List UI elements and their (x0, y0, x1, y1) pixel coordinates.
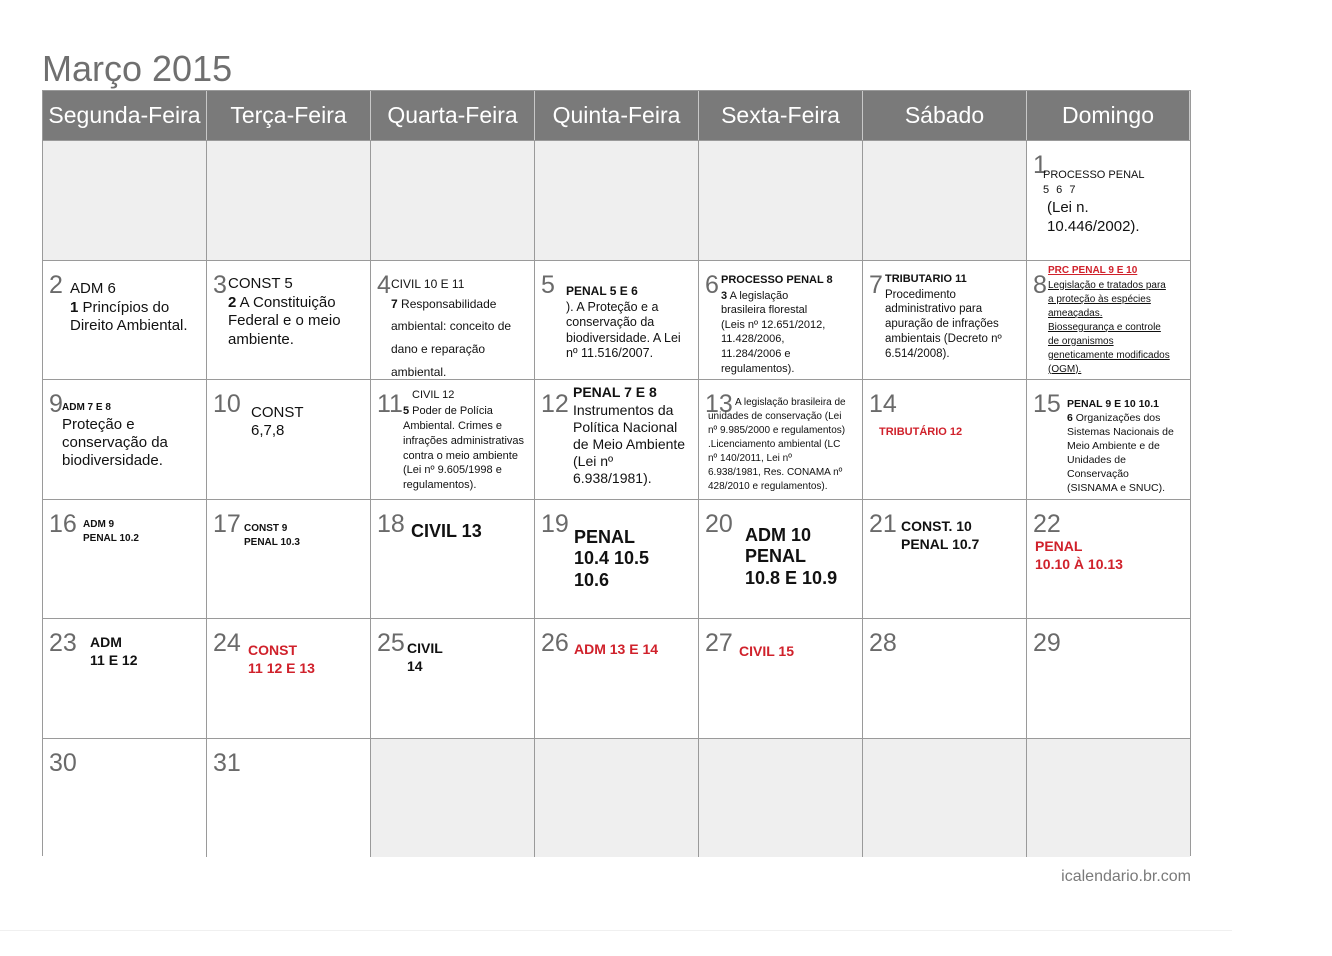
empty-day-cell (535, 738, 699, 858)
weekday-header-wednesday: Quarta-Feira (371, 91, 535, 140)
day-note: CIVIL 10 E 11 (391, 276, 465, 291)
day-cell-17[interactable] (207, 499, 371, 619)
day-note: ADM 13 E 14 (574, 641, 659, 657)
day-note: Procedimento administrativo para apuração de infrações ambientais (Decreto nº 6.514/2008). (885, 288, 1002, 361)
day-note: Instrumentos da Política Nacional de Meio Ambiente (Lei nº 6.938/1981). (573, 402, 686, 487)
day-note: PRC PENAL 9 E 10 (1048, 264, 1138, 276)
weekday-header-saturday: Sábado (863, 91, 1027, 140)
day-note: A legislação brasileira de unidades de conservação (Lei nº 9.985/2000 e regulamentos) .Licenciamento ambiental (LC nº 140/2011, Lei nº 6.938/1981, Res. CONAMA nº 428/2010 e regulamentos). (708, 397, 846, 492)
day-number: 8 (1033, 270, 1047, 299)
day-cell-6[interactable] (699, 260, 863, 380)
day-note: PENAL 7 E 8 (573, 384, 657, 400)
day-number: 30 (49, 748, 77, 777)
day-note: ADM 7 E 8 (62, 402, 111, 413)
day-cell-13[interactable] (699, 379, 863, 499)
empty-day-cell (207, 140, 371, 260)
day-note: PROCESSO PENAL (1043, 169, 1145, 181)
day-note: 1 (70, 298, 79, 316)
day-cell-5[interactable] (535, 260, 699, 380)
divider (0, 930, 1232, 931)
day-number: 19 (541, 509, 569, 538)
day-note: CIVIL 12 (412, 389, 455, 401)
day-note: ADM 11 E 12 (90, 634, 138, 669)
day-note: CIVIL 15 (739, 643, 794, 659)
day-cell-12[interactable] (535, 379, 699, 499)
day-number: 16 (49, 509, 77, 538)
day-note: CONST 11 12 E 13 (248, 642, 315, 677)
empty-day-cell (43, 140, 207, 260)
day-note: CONST 6,7,8 (251, 404, 304, 439)
day-cell-9[interactable] (43, 379, 207, 499)
day-cell-4[interactable] (371, 260, 535, 380)
day-number: 23 (49, 629, 77, 657)
empty-day-cell (863, 738, 1027, 858)
calendar-grid (42, 90, 1191, 856)
day-number: 20 (705, 509, 733, 538)
day-note: CONST. 10 PENAL 10.7 (901, 517, 980, 552)
day-note: PENAL 10.10 À 10.13 (1035, 537, 1123, 572)
day-note: ADM 6 (70, 279, 116, 297)
empty-day-cell (371, 738, 535, 858)
day-number: 11 (377, 390, 403, 418)
day-note: CONST 5 (228, 274, 293, 292)
day-cell-31[interactable] (207, 738, 371, 858)
weekday-header-thursday: Quinta-Feira (535, 91, 699, 140)
day-number: 3 (213, 270, 227, 299)
day-note: CIVIL 13 (411, 520, 482, 541)
day-note: 5 6 7 (1043, 184, 1078, 196)
day-number: 17 (213, 509, 241, 538)
day-number: 7 (869, 270, 883, 299)
day-number: 5 (541, 270, 555, 299)
day-note: A Constituição Federal e o meio ambiente. (228, 293, 341, 348)
day-note: Proteção e conservação da biodiversidade. (62, 416, 168, 469)
day-number: 15 (1033, 390, 1061, 418)
day-number: 6 (705, 270, 719, 299)
day-number: 12 (541, 390, 569, 418)
day-cell-23[interactable] (43, 618, 207, 738)
day-note: 2 (228, 293, 237, 311)
day-cell-25[interactable] (371, 618, 535, 738)
day-number: 2 (49, 270, 63, 299)
day-note: CONST 9 PENAL 10.3 (244, 522, 300, 548)
day-note: Legislação e tratados para a proteção às espécies ameaçadas. Biossegurança e controle de organismos geneticamente modificados (OGM). (1048, 279, 1170, 375)
day-note: CIVIL 14 (407, 640, 443, 675)
empty-day-cell (863, 140, 1027, 260)
weekday-header-tuesday: Terça-Feira (207, 91, 371, 140)
day-note: PENAL 10.4 10.5 10.6 (574, 526, 650, 590)
day-note: PENAL 9 E 10 10.1 (1067, 398, 1160, 410)
day-note: PENAL 5 E 6 (566, 283, 638, 298)
day-cell-27[interactable] (699, 618, 863, 738)
calendar-title: Março 2015 (42, 48, 233, 89)
day-number: 28 (869, 629, 897, 657)
empty-day-cell (699, 738, 863, 858)
day-note: Organizações dos Sistemas Nacionais de Meio Ambiente e de Unidades de Conservação (SISNAMA e SNUC). (1067, 412, 1174, 494)
day-cell-11[interactable] (371, 379, 535, 499)
day-number: 4 (377, 270, 391, 299)
day-note: PROCESSO PENAL 8 (721, 273, 833, 286)
day-cell-18[interactable] (371, 499, 535, 619)
day-cell-21[interactable] (863, 499, 1027, 619)
day-cell-16[interactable] (43, 499, 207, 619)
day-note: TRIBUTÁRIO 12 (879, 426, 963, 438)
day-note: Responsabilidade ambiental: conceito de dano e reparação ambiental. (391, 296, 512, 379)
empty-day-cell (371, 140, 535, 260)
empty-day-cell (699, 140, 863, 260)
day-number: 24 (213, 629, 241, 657)
day-note: Princípios do Direito Ambiental. (70, 298, 188, 335)
day-cell-14[interactable] (863, 379, 1027, 499)
weekday-header-sunday: Domingo (1027, 91, 1190, 140)
day-number: 18 (377, 509, 405, 538)
empty-day-cell (535, 140, 699, 260)
day-cell-19[interactable] (535, 499, 699, 619)
day-number: 31 (213, 748, 241, 777)
day-number: 10 (213, 390, 241, 418)
day-cell-20[interactable] (699, 499, 863, 619)
footer-website-link[interactable]: icalendario.br.com (1061, 868, 1191, 885)
day-note: A legislação brasileira florestal (Leis nº 12.651/2012, 11.428/2006, 11.284/2006 e regulamentos). (721, 289, 826, 375)
day-note: (Lei n. 10.446/2002). (1047, 199, 1140, 235)
day-cell-30[interactable] (43, 738, 207, 858)
day-number: 13 (705, 390, 733, 418)
day-number: 26 (541, 629, 569, 657)
day-cell-1[interactable] (1027, 140, 1190, 260)
empty-day-cell (1027, 738, 1190, 858)
day-note: ). A Proteção e a conservação da biodiversidade. A Lei nº 11.516/2007. (566, 299, 681, 361)
day-cell-8[interactable] (1027, 260, 1190, 380)
day-note: Poder de Polícia Ambiental. Crimes e infrações administrativas contra o meio ambiente (Lei nº 9.605/1998 e regulamentos). (403, 405, 525, 492)
day-cell-10[interactable] (207, 379, 371, 499)
weekday-header-friday: Sexta-Feira (699, 91, 863, 140)
day-cell-2[interactable] (43, 260, 207, 380)
day-cell-3[interactable] (207, 260, 371, 380)
day-number: 27 (705, 629, 733, 657)
day-number: 25 (377, 629, 405, 657)
day-note: 7 (391, 296, 398, 311)
day-cell-22[interactable] (1027, 499, 1190, 619)
day-note: 6 (1067, 412, 1073, 424)
day-number: 14 (869, 390, 897, 418)
day-cell-26[interactable] (535, 618, 699, 738)
day-note: ADM 9 PENAL 10.2 (83, 518, 139, 544)
day-cell-7[interactable] (863, 260, 1027, 380)
day-cell-24[interactable] (207, 618, 371, 738)
day-cell-15[interactable] (1027, 379, 1190, 499)
day-note: ADM 10 PENAL 10.8 E 10.9 (745, 524, 838, 588)
day-cell-29[interactable] (1027, 618, 1190, 738)
day-note: 3 (721, 289, 728, 302)
day-note: TRIBUTARIO 11 (885, 272, 967, 285)
day-number: 21 (869, 509, 897, 538)
day-cell-28[interactable] (863, 618, 1027, 738)
day-number: 29 (1033, 629, 1061, 657)
day-number: 1 (1033, 151, 1047, 179)
day-number: 22 (1033, 509, 1061, 538)
weekday-header-monday: Segunda-Feira (43, 91, 207, 140)
day-note: 5 (403, 405, 410, 417)
day-number: 9 (49, 390, 63, 418)
